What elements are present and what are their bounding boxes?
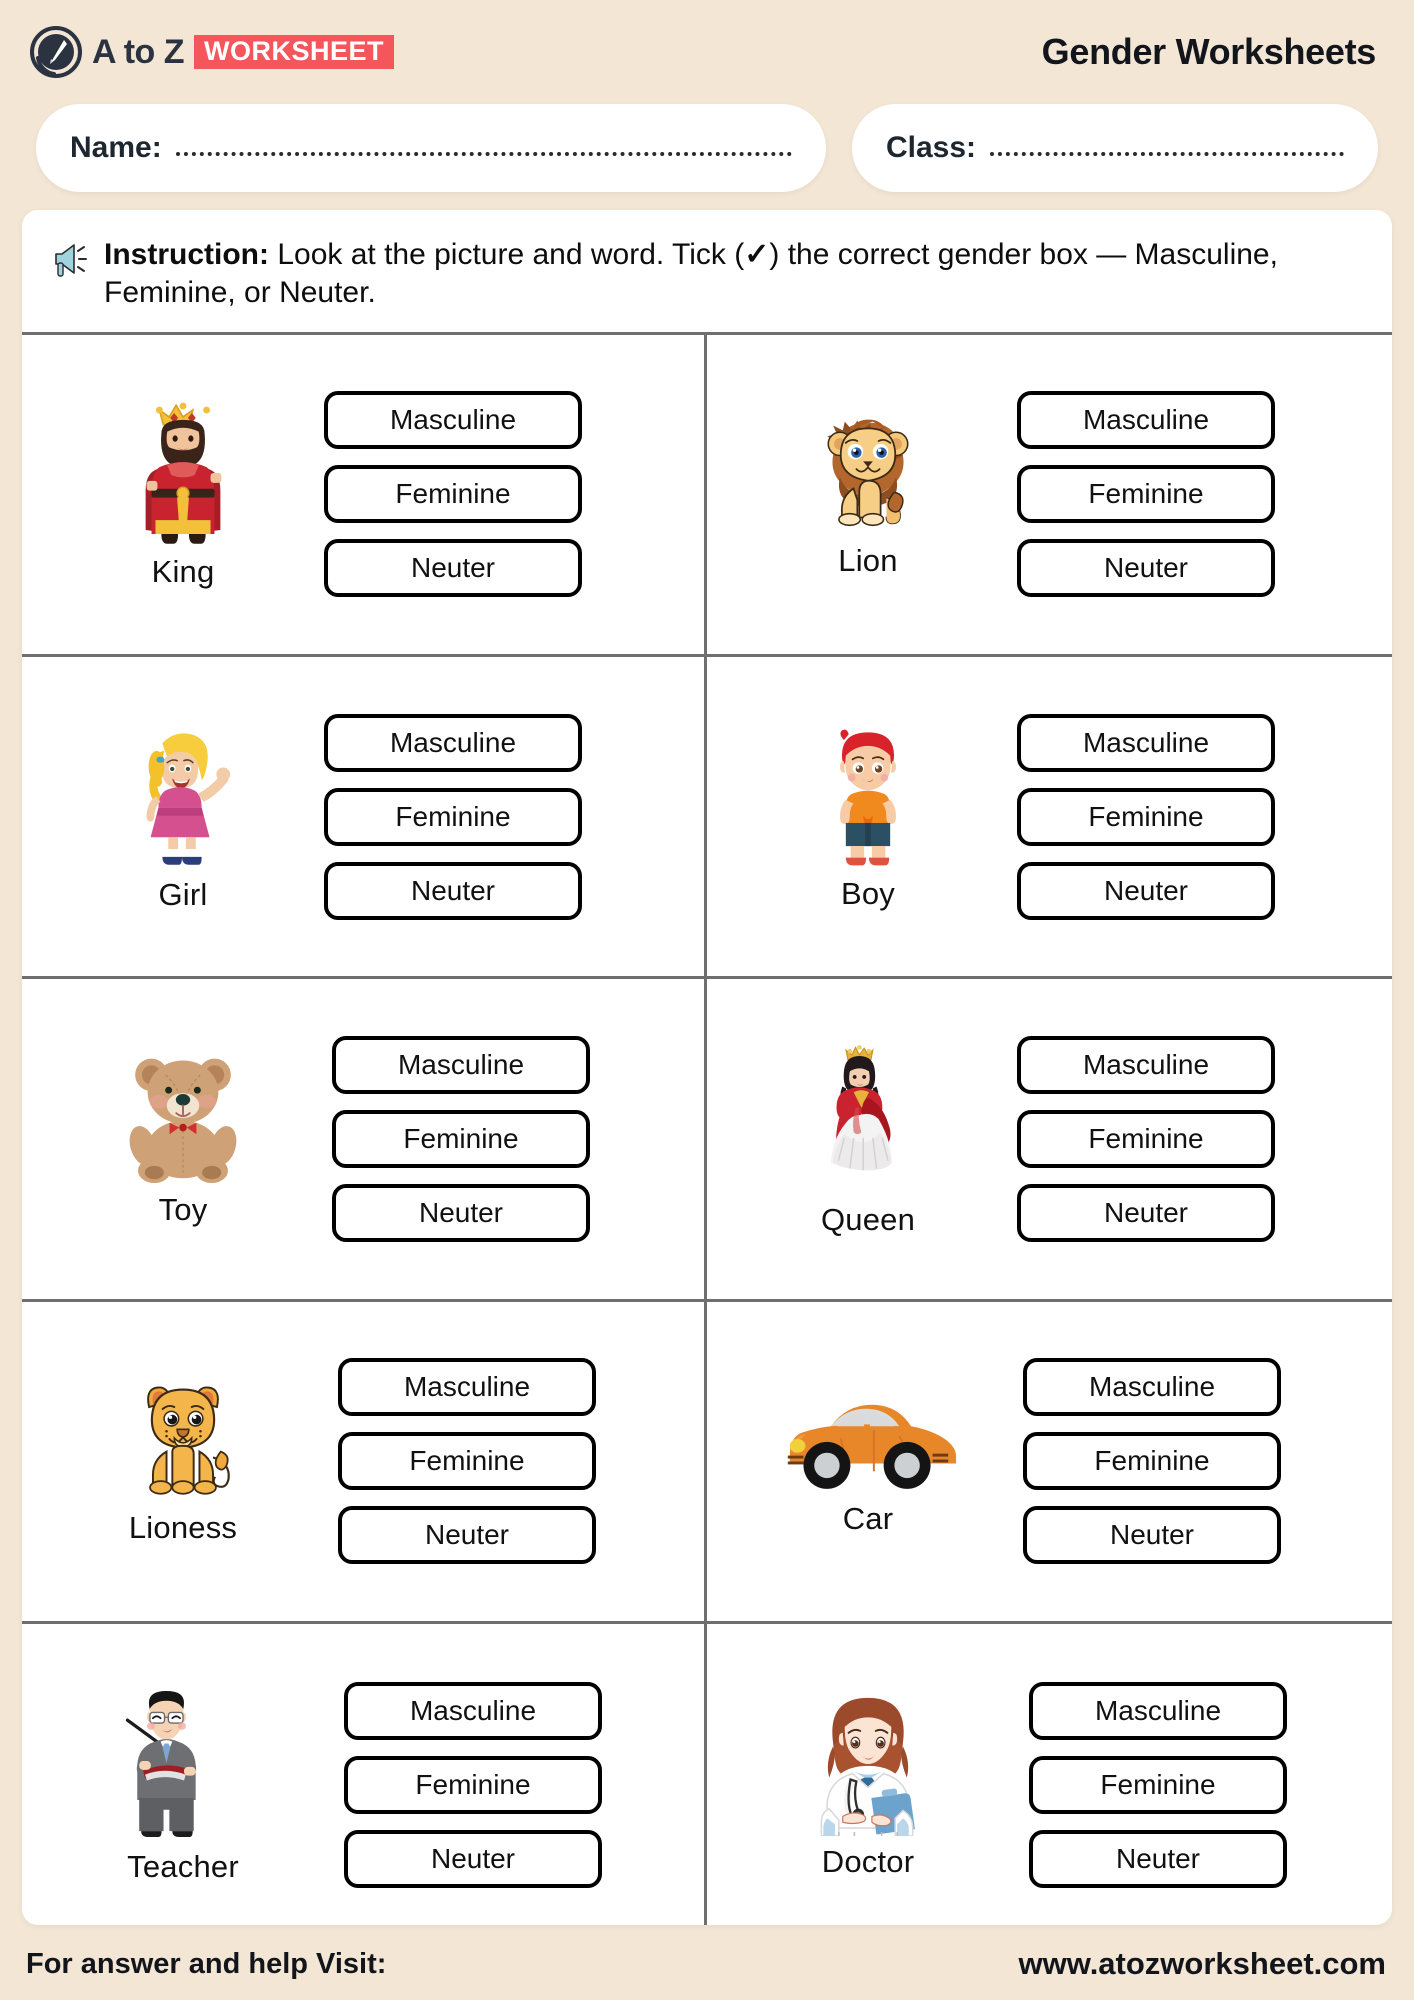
option-feminine[interactable]: Feminine bbox=[1029, 1756, 1287, 1814]
option-masculine[interactable]: Masculine bbox=[324, 391, 582, 449]
options-lioness bbox=[318, 1358, 678, 1564]
figure-label: Toy bbox=[158, 1192, 208, 1228]
question-cell-boy bbox=[707, 657, 1392, 979]
worksheet-card bbox=[22, 210, 1392, 1925]
question-cell-lioness bbox=[22, 1302, 707, 1624]
question-cell-girl bbox=[22, 657, 707, 979]
doctor-icon bbox=[800, 1690, 936, 1836]
option-neuter[interactable]: Neuter bbox=[1017, 862, 1275, 920]
options-car bbox=[1003, 1358, 1366, 1564]
teacher-icon bbox=[110, 1685, 256, 1841]
figure-label: Girl bbox=[158, 876, 208, 912]
queen-icon bbox=[806, 1040, 930, 1194]
figure-car bbox=[733, 1385, 1003, 1537]
boy-icon bbox=[815, 722, 921, 868]
question-cell-king bbox=[22, 335, 707, 657]
options-doctor bbox=[1003, 1682, 1366, 1888]
lioness-icon bbox=[120, 1376, 246, 1502]
figure-label: Lioness bbox=[128, 1510, 238, 1546]
options-queen bbox=[1003, 1036, 1366, 1242]
question-cell-queen bbox=[707, 979, 1392, 1301]
question-cell-doctor bbox=[707, 1624, 1392, 1925]
class-label: Class: bbox=[886, 131, 977, 164]
figure-label: Car bbox=[842, 1501, 894, 1537]
option-masculine[interactable]: Masculine bbox=[1023, 1358, 1281, 1416]
figure-girl bbox=[48, 721, 318, 913]
car-icon bbox=[780, 1385, 956, 1493]
girl-icon bbox=[129, 721, 237, 869]
figure-boy bbox=[733, 722, 1003, 912]
figure-label: Lion bbox=[838, 543, 898, 579]
megaphone-icon bbox=[52, 240, 92, 278]
figure-lioness bbox=[48, 1376, 318, 1546]
question-cell-teacher bbox=[22, 1624, 707, 1925]
page-title: Gender Worksheets bbox=[1041, 31, 1376, 72]
instruction-label: Instruction: bbox=[104, 238, 269, 271]
option-neuter[interactable]: Neuter bbox=[332, 1184, 590, 1242]
option-neuter[interactable]: Neuter bbox=[1029, 1830, 1287, 1888]
option-masculine[interactable]: Masculine bbox=[1017, 1036, 1275, 1094]
option-neuter[interactable]: Neuter bbox=[344, 1830, 602, 1888]
pen-in-circle-icon bbox=[30, 26, 82, 78]
option-feminine[interactable]: Feminine bbox=[344, 1756, 602, 1814]
name-label: Name: bbox=[70, 131, 162, 164]
option-neuter[interactable]: Neuter bbox=[1023, 1506, 1281, 1564]
student-info-bar bbox=[36, 104, 1378, 192]
option-masculine[interactable]: Masculine bbox=[332, 1036, 590, 1094]
option-feminine[interactable]: Feminine bbox=[1017, 1110, 1275, 1168]
class-input-line[interactable] bbox=[990, 152, 1344, 156]
options-lion bbox=[1003, 391, 1366, 597]
question-grid bbox=[22, 335, 1392, 1925]
option-feminine[interactable]: Feminine bbox=[332, 1110, 590, 1168]
figure-label: Queen bbox=[820, 1202, 916, 1238]
name-input-line[interactable] bbox=[176, 152, 792, 156]
option-feminine[interactable]: Feminine bbox=[324, 465, 582, 523]
question-cell-lion bbox=[707, 335, 1392, 657]
options-girl bbox=[318, 714, 678, 920]
option-neuter[interactable]: Neuter bbox=[1017, 539, 1275, 597]
options-toy bbox=[318, 1036, 678, 1242]
figure-label: Doctor bbox=[821, 1844, 915, 1880]
option-feminine[interactable]: Feminine bbox=[1017, 465, 1275, 523]
king-icon bbox=[124, 398, 242, 546]
option-masculine[interactable]: Masculine bbox=[1017, 714, 1275, 772]
option-masculine[interactable]: Masculine bbox=[344, 1682, 602, 1740]
footer-help-text: For answer and help Visit: bbox=[26, 1947, 387, 1980]
option-neuter[interactable]: Neuter bbox=[324, 862, 582, 920]
tick-glyph: ✓ bbox=[744, 238, 770, 271]
options-boy bbox=[1003, 714, 1366, 920]
option-feminine[interactable]: Feminine bbox=[1023, 1432, 1281, 1490]
figure-king bbox=[48, 398, 318, 590]
figure-queen bbox=[733, 1040, 1003, 1238]
instruction-bar bbox=[22, 210, 1392, 335]
option-neuter[interactable]: Neuter bbox=[338, 1506, 596, 1564]
option-feminine[interactable]: Feminine bbox=[1017, 788, 1275, 846]
option-masculine[interactable]: Masculine bbox=[1029, 1682, 1287, 1740]
option-masculine[interactable]: Masculine bbox=[338, 1358, 596, 1416]
footer-website[interactable]: www.atozworksheet.com bbox=[1018, 1946, 1386, 1981]
question-cell-toy bbox=[22, 979, 707, 1301]
brand-logo bbox=[30, 26, 394, 78]
brand-name: A to Z bbox=[92, 32, 185, 71]
figure-lion bbox=[733, 409, 1003, 579]
class-field[interactable] bbox=[852, 104, 1378, 192]
question-cell-car bbox=[707, 1302, 1392, 1624]
figure-label: Boy bbox=[840, 875, 896, 911]
option-feminine[interactable]: Feminine bbox=[324, 788, 582, 846]
option-masculine[interactable]: Masculine bbox=[1017, 391, 1275, 449]
figure-label: King bbox=[151, 554, 215, 590]
name-field[interactable] bbox=[36, 104, 826, 192]
instruction-text bbox=[104, 236, 1362, 312]
instruction-part2: ) the correct gender box — Masculine, Feminine, or Neuter. bbox=[104, 238, 1278, 309]
teddy-bear-icon bbox=[116, 1050, 250, 1184]
figure-doctor bbox=[733, 1690, 1003, 1880]
figure-teacher bbox=[48, 1685, 318, 1885]
options-teacher bbox=[318, 1682, 678, 1888]
options-king bbox=[318, 391, 678, 597]
brand-tag: WORKSHEET bbox=[194, 35, 394, 69]
page-header bbox=[22, 0, 1392, 104]
figure-toy bbox=[48, 1050, 318, 1228]
option-neuter[interactable]: Neuter bbox=[1017, 1184, 1275, 1242]
instruction-part1: Look at the picture and word. Tick ( bbox=[269, 238, 745, 271]
figure-label: Teacher bbox=[127, 1849, 239, 1885]
page-footer bbox=[22, 1925, 1392, 2000]
lion-icon bbox=[805, 409, 931, 535]
option-masculine[interactable]: Masculine bbox=[324, 714, 582, 772]
option-feminine[interactable]: Feminine bbox=[338, 1432, 596, 1490]
option-neuter[interactable]: Neuter bbox=[324, 539, 582, 597]
